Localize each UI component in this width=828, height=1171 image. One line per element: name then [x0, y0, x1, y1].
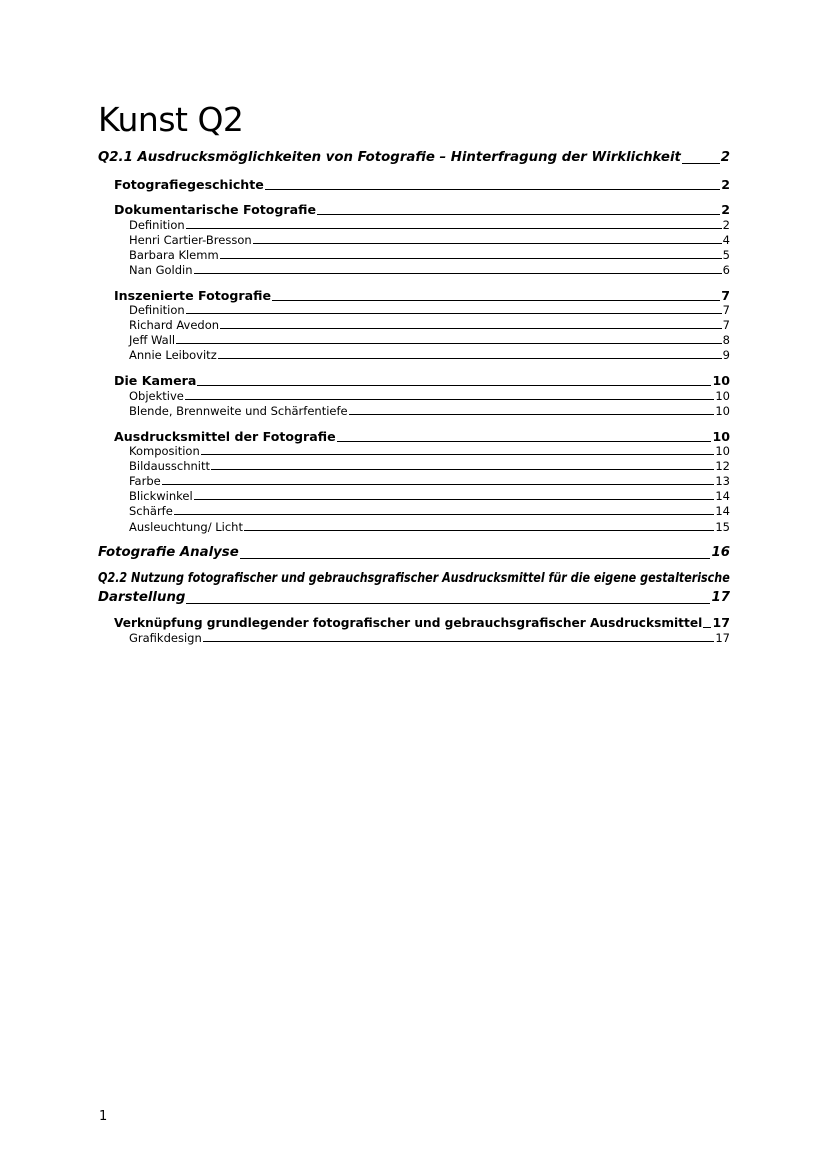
toc-label: Barbara Klemm [129, 248, 219, 262]
toc-label: Richard Avedon [129, 318, 220, 332]
toc-leader [240, 558, 711, 559]
toc-label: Definition [129, 303, 185, 317]
toc-page: 10 [712, 373, 730, 388]
toc-page: 10 [715, 404, 730, 418]
toc-leader [220, 328, 722, 329]
toc-label: Schärfe [129, 504, 173, 518]
toc-page: 10 [712, 429, 730, 444]
toc-page: 9 [722, 348, 730, 362]
toc-page: 15 [715, 520, 730, 534]
toc-page: 8 [722, 333, 730, 347]
toc-leader [194, 273, 722, 274]
toc-leader [337, 441, 712, 442]
toc-leader [220, 258, 722, 259]
toc-entry-verknuepfung[interactable] [114, 614, 730, 631]
toc-leader [272, 300, 720, 301]
toc-entry-wall[interactable] [129, 333, 730, 347]
toc-label: Jeff Wall [129, 333, 176, 347]
toc-page: 4 [722, 233, 730, 247]
toc-entry-blende[interactable] [129, 404, 730, 418]
toc-entry-q22[interactable] [98, 589, 730, 607]
toc-entry-q22-line1[interactable]: Q2.2 Nutzung fotografischer und gebrauchsgrafischer Ausdrucksmittel für die eigene gestalterische [98, 571, 730, 586]
toc-leader [201, 454, 715, 455]
toc-page: 17 [715, 631, 730, 645]
toc-page: 2 [721, 202, 730, 217]
toc-label: Fotografiegeschichte [114, 177, 264, 192]
toc-entry-komposition[interactable] [129, 444, 730, 458]
toc-page: 7 [722, 303, 730, 317]
toc-leader [349, 414, 715, 415]
toc-leader [186, 228, 722, 229]
toc-label: Henri Cartier-Bresson [129, 233, 252, 247]
toc-entry-schaerfe[interactable] [129, 504, 730, 518]
toc-leader [317, 214, 720, 215]
toc-entry-blickwinkel[interactable] [129, 489, 730, 503]
toc-entry-objektive[interactable] [129, 389, 730, 403]
toc-entry-bildausschnitt[interactable] [129, 459, 730, 473]
toc-label: Komposition [129, 444, 200, 458]
toc-label: Blende, Brennweite und Schärfentiefe [129, 404, 348, 418]
toc-label: Darstellung [98, 590, 186, 605]
toc-page: 10 [715, 389, 730, 403]
page-number: 1 [99, 1109, 108, 1124]
toc-label: Blickwinkel [129, 489, 193, 503]
toc-leader [185, 399, 714, 400]
document-title: Kunst Q2 [98, 100, 244, 139]
toc-leader [218, 358, 722, 359]
toc-leader [197, 385, 711, 386]
toc-page: 17 [712, 615, 730, 630]
toc-entry-avedon[interactable] [129, 318, 730, 332]
toc-label: Inszenierte Fotografie [114, 288, 272, 303]
toc-entry-ausdrucksmittel[interactable] [114, 428, 730, 445]
toc-entry-leibovitz[interactable] [129, 348, 730, 362]
toc-entry-q21[interactable] [98, 149, 730, 167]
toc-leader [244, 530, 714, 531]
toc-leader [211, 469, 714, 470]
toc-leader [186, 603, 710, 604]
toc-entry-dokumentarische-fotografie[interactable] [114, 201, 730, 218]
toc-label: Verknüpfung grundlegender fotografischer und gebrauchsgrafischer Ausdrucksmittel [114, 615, 703, 630]
toc-page: 17 [711, 590, 730, 605]
toc-leader [253, 243, 722, 244]
toc-page: 2 [722, 218, 730, 232]
toc-label: Dokumentarische Fotografie [114, 202, 316, 217]
toc-page: 14 [715, 489, 730, 503]
toc-label: Fotografie Analyse [98, 545, 239, 560]
toc-entry-fotografiegeschichte[interactable] [114, 176, 730, 193]
toc-label: Q2.1 Ausdrucksmöglichkeiten von Fotografie – Hinterfragung der Wirklichkeit [98, 150, 681, 165]
toc-label: Bildausschnitt [129, 459, 211, 473]
toc-label: Die Kamera [114, 373, 197, 388]
toc-page: 6 [722, 263, 730, 277]
toc-leader [176, 343, 722, 344]
toc-entry-ins-definition[interactable] [129, 303, 730, 317]
toc-label: Annie Leibovitz [129, 348, 217, 362]
toc-page: 5 [722, 248, 730, 262]
toc-leader [174, 514, 715, 515]
toc-leader [703, 627, 711, 628]
toc-leader [194, 499, 715, 500]
toc-entry-fotografie-analyse[interactable] [98, 544, 730, 562]
toc-label: Grafikdesign [129, 631, 202, 645]
toc-leader [162, 484, 715, 485]
toc-page: 7 [722, 318, 730, 332]
toc-entry-klemm[interactable] [129, 248, 730, 262]
toc-entry-licht[interactable] [129, 520, 730, 534]
toc-label: Ausdrucksmittel der Fotografie [114, 429, 336, 444]
toc-leader [682, 163, 720, 164]
toc-page: 14 [715, 504, 730, 518]
toc-page: 2 [721, 177, 730, 192]
toc-label: Ausleuchtung/ Licht [129, 520, 243, 534]
toc-label: Objektive [129, 389, 184, 403]
toc-entry-farbe[interactable] [129, 474, 730, 488]
toc-leader [203, 641, 715, 642]
toc-entry-cartier-bresson[interactable] [129, 233, 730, 247]
toc-entry-grafikdesign[interactable] [129, 631, 730, 645]
toc-entry-goldin[interactable] [129, 263, 730, 277]
toc-page: 10 [715, 444, 730, 458]
toc-entry-die-kamera[interactable] [114, 372, 730, 389]
toc-leader [186, 313, 722, 314]
toc-entry-inszenierte-fotografie[interactable] [114, 287, 730, 304]
toc-label: Farbe [129, 474, 161, 488]
toc-label: Definition [129, 218, 185, 232]
toc-label: Nan Goldin [129, 263, 193, 277]
toc-page: 2 [720, 150, 730, 165]
toc-page: 12 [715, 459, 730, 473]
toc-page: 13 [715, 474, 730, 488]
toc-page: 16 [711, 545, 730, 560]
toc-page: 7 [721, 288, 730, 303]
toc-entry-dok-definition[interactable] [129, 218, 730, 232]
toc-leader [265, 189, 720, 190]
